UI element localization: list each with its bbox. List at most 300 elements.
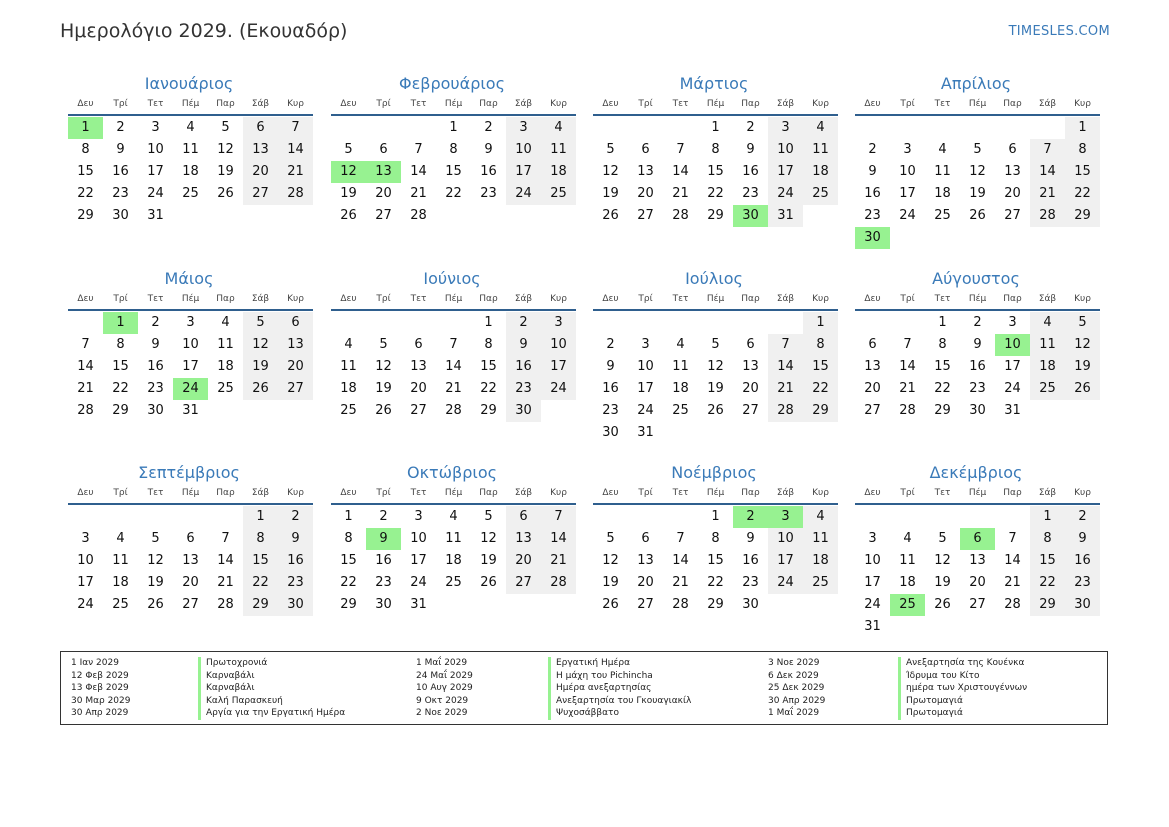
day-cell: 26 — [480, 575, 497, 590]
day-cell: 17 — [77, 575, 94, 590]
day-cell: 31 — [864, 619, 881, 634]
weekday-label: Δευ — [77, 99, 94, 109]
weekday-label: Παρ — [1003, 99, 1022, 109]
weekday-label: Σάβ — [514, 488, 533, 498]
weekday-label: Τετ — [934, 488, 951, 498]
day-cell: 26 — [934, 597, 951, 612]
holiday-date: 9 Οκτ 2029 — [416, 695, 469, 706]
day-cell: 10 — [182, 337, 199, 352]
day-cell: 3 — [903, 142, 912, 157]
day-cell: 18 — [541, 161, 576, 183]
day-cell: 8 — [344, 531, 353, 546]
day-cell: 3 — [151, 120, 160, 135]
holiday-day-cell: 30 — [733, 205, 768, 227]
weekday-label: Κυρ — [1074, 294, 1091, 304]
day-cell: 25 — [340, 403, 357, 418]
day-cell: 19 — [147, 575, 164, 590]
day-cell: 10 — [637, 359, 654, 374]
weekday-label: Τετ — [934, 294, 951, 304]
day-cell: 30 — [147, 403, 164, 418]
holiday-date: 12 Φεβ 2029 — [71, 670, 129, 681]
day-cell: 7 — [676, 531, 685, 546]
day-cell: 12 — [375, 359, 392, 374]
holiday-name: Η μάχη του Pichincha — [548, 670, 653, 683]
day-cell: 27 — [742, 403, 759, 418]
weekday-label: Δευ — [340, 99, 357, 109]
holiday-name: Ίδρυμα του Κίτο — [898, 670, 980, 683]
month-calendar — [331, 462, 576, 616]
day-cell: 23 — [742, 575, 759, 590]
day-cell: 9 — [484, 142, 493, 157]
day-cell: 4 — [803, 506, 838, 528]
empty-cell — [103, 506, 138, 528]
day-cell: 18 — [934, 186, 951, 201]
day-cell: 11 — [672, 359, 689, 374]
weekday-label: Παρ — [1003, 294, 1022, 304]
day-cell: 4 — [221, 315, 230, 330]
days-grid — [331, 506, 576, 616]
weekday-label: Δευ — [340, 294, 357, 304]
weekday-label: Τρί — [900, 99, 915, 109]
day-cell: 15 — [803, 356, 838, 378]
day-cell: 8 — [116, 337, 125, 352]
empty-cell — [855, 506, 890, 528]
weekday-label: Σάβ — [514, 294, 533, 304]
day-cell: 28 — [77, 403, 94, 418]
day-cell: 26 — [707, 403, 724, 418]
header-divider — [331, 503, 576, 505]
day-cell: 29 — [707, 208, 724, 223]
weekday-label: Κυρ — [287, 99, 304, 109]
day-cell: 27 — [375, 208, 392, 223]
day-cell: 28 — [410, 208, 427, 223]
header-divider — [331, 114, 576, 116]
day-cell: 16 — [480, 164, 497, 179]
day-cell: 12 — [969, 164, 986, 179]
month-calendar — [593, 462, 838, 616]
weekday-label: Τετ — [934, 99, 951, 109]
day-cell: 24 — [768, 183, 803, 205]
day-cell: 8 — [803, 334, 838, 356]
weekday-header — [68, 291, 313, 307]
days-grid — [593, 312, 838, 444]
day-cell: 8 — [449, 142, 458, 157]
day-cell: 13 — [637, 553, 654, 568]
day-cell: 19 — [934, 575, 951, 590]
day-cell: 7 — [1008, 531, 1017, 546]
day-cell: 26 — [340, 208, 357, 223]
day-cell: 6 — [243, 117, 278, 139]
day-cell: 27 — [637, 597, 654, 612]
holiday-date: 30 Απρ 2029 — [71, 708, 129, 719]
day-cell: 12 — [243, 334, 278, 356]
weekday-label: Τετ — [410, 294, 427, 304]
month-name: Αύγουστος — [932, 269, 1020, 288]
holiday-name: Πρωτοχρονιά — [198, 657, 267, 670]
weekday-label: Κυρ — [812, 488, 829, 498]
day-cell: 19 — [243, 356, 278, 378]
day-cell: 9 — [973, 337, 982, 352]
day-cell: 6 — [868, 337, 877, 352]
weekday-label: Τρί — [376, 99, 391, 109]
day-cell: 10 — [541, 334, 576, 356]
day-cell: 2 — [606, 337, 615, 352]
day-cell: 12 — [147, 553, 164, 568]
weekday-label: Σάβ — [1038, 294, 1057, 304]
day-cell: 5 — [938, 531, 947, 546]
day-cell: 24 — [77, 597, 94, 612]
day-cell: 1 — [484, 315, 493, 330]
day-cell: 19 — [707, 381, 724, 396]
day-cell: 24 — [1004, 381, 1021, 396]
weekday-label: Τετ — [672, 99, 689, 109]
day-cell: 20 — [410, 381, 427, 396]
day-cell: 8 — [1030, 528, 1065, 550]
header-divider — [68, 503, 313, 505]
weekday-label: Δευ — [602, 488, 619, 498]
holiday-legend — [60, 651, 1108, 725]
days-grid — [331, 117, 576, 227]
day-cell: 22 — [480, 381, 497, 396]
day-cell: 7 — [541, 506, 576, 528]
day-cell: 13 — [182, 553, 199, 568]
day-cell: 19 — [375, 381, 392, 396]
empty-cell — [628, 506, 663, 528]
day-cell: 30 — [1065, 594, 1100, 616]
weekday-header — [593, 485, 838, 501]
weekday-label: Δευ — [77, 488, 94, 498]
holiday-day-cell: 13 — [366, 161, 401, 183]
day-cell: 4 — [676, 337, 685, 352]
empty-cell — [890, 312, 925, 334]
day-cell: 6 — [1008, 142, 1017, 157]
month-calendar — [331, 73, 576, 227]
day-cell: 23 — [864, 208, 881, 223]
month-name: Μάιος — [164, 269, 214, 288]
day-cell: 10 — [147, 142, 164, 157]
header-divider — [68, 309, 313, 311]
weekday-label: Σάβ — [251, 488, 270, 498]
day-cell: 24 — [147, 186, 164, 201]
day-cell: 3 — [81, 531, 90, 546]
day-cell: 6 — [186, 531, 195, 546]
empty-cell — [401, 117, 436, 139]
day-cell: 16 — [1065, 550, 1100, 572]
holiday-date: 30 Απρ 2029 — [768, 695, 826, 706]
day-cell: 24 — [899, 208, 916, 223]
day-cell: 27 — [864, 403, 881, 418]
day-cell: 27 — [278, 378, 313, 400]
weekday-label: Παρ — [216, 488, 235, 498]
empty-cell — [593, 312, 628, 334]
weekday-label: Σάβ — [776, 99, 795, 109]
day-cell: 14 — [768, 356, 803, 378]
weekday-label: Παρ — [216, 294, 235, 304]
holiday-name: Εργατική Ημέρα — [548, 657, 630, 670]
holiday-name: Καρναβάλι — [198, 670, 255, 683]
weekday-label: Σάβ — [776, 294, 795, 304]
holiday-name: Καρναβάλι — [198, 682, 255, 695]
day-cell: 7 — [278, 117, 313, 139]
day-cell: 3 — [506, 117, 541, 139]
days-grid — [593, 506, 838, 616]
day-cell: 5 — [606, 142, 615, 157]
day-cell: 29 — [934, 403, 951, 418]
weekday-label: Δευ — [340, 488, 357, 498]
holiday-date: 10 Αυγ 2029 — [416, 683, 473, 694]
day-cell: 7 — [449, 337, 458, 352]
empty-cell — [208, 506, 243, 528]
weekday-label: Παρ — [741, 294, 760, 304]
day-cell: 14 — [541, 528, 576, 550]
day-cell: 9 — [606, 359, 615, 374]
day-cell: 20 — [742, 381, 759, 396]
empty-cell — [436, 312, 471, 334]
empty-cell — [366, 312, 401, 334]
header-divider — [331, 309, 576, 311]
day-cell: 7 — [221, 531, 230, 546]
day-cell: 12 — [217, 142, 234, 157]
day-cell: 22 — [445, 186, 462, 201]
weekday-label: Δευ — [864, 294, 881, 304]
site-link[interactable]: TIMESLES.COM — [1008, 24, 1110, 39]
day-cell: 2 — [379, 509, 388, 524]
day-cell: 18 — [1030, 356, 1065, 378]
day-cell: 31 — [182, 403, 199, 418]
day-cell: 2 — [484, 120, 493, 135]
day-cell: 24 — [506, 183, 541, 205]
day-cell: 19 — [969, 186, 986, 201]
day-cell: 15 — [1030, 550, 1065, 572]
empty-cell — [628, 117, 663, 139]
day-cell: 10 — [899, 164, 916, 179]
day-cell: 18 — [803, 161, 838, 183]
day-cell: 19 — [480, 553, 497, 568]
day-cell: 21 — [77, 381, 94, 396]
day-cell: 20 — [506, 550, 541, 572]
empty-cell — [855, 312, 890, 334]
day-cell: 11 — [112, 553, 129, 568]
day-cell: 23 — [375, 575, 392, 590]
day-cell: 7 — [903, 337, 912, 352]
month-calendar — [855, 73, 1100, 249]
day-cell: 5 — [379, 337, 388, 352]
day-cell: 9 — [506, 334, 541, 356]
empty-cell — [1030, 117, 1065, 139]
day-cell: 2 — [746, 120, 755, 135]
empty-cell — [890, 506, 925, 528]
weekday-header — [593, 291, 838, 307]
day-cell: 8 — [1065, 139, 1100, 161]
day-cell: 17 — [410, 553, 427, 568]
holiday-name: Ημέρα ανεξαρτησίας — [548, 682, 651, 695]
day-cell: 22 — [112, 381, 129, 396]
day-cell: 21 — [217, 575, 234, 590]
day-cell: 13 — [1004, 164, 1021, 179]
day-cell: 2 — [116, 120, 125, 135]
day-cell: 27 — [243, 183, 278, 205]
day-cell: 14 — [1030, 161, 1065, 183]
holiday-day-cell: 1 — [68, 117, 103, 139]
day-cell: 16 — [112, 164, 129, 179]
weekday-label: Τρί — [900, 294, 915, 304]
weekday-label: Τρί — [638, 488, 653, 498]
day-cell: 18 — [803, 550, 838, 572]
holiday-date: 25 Δεκ 2029 — [768, 683, 825, 694]
day-cell: 4 — [1030, 312, 1065, 334]
holiday-name: Ανεξαρτησία της Κουένκα — [898, 657, 1024, 670]
day-cell: 6 — [746, 337, 755, 352]
day-cell: 17 — [768, 550, 803, 572]
header-divider — [855, 114, 1100, 116]
header-divider — [855, 309, 1100, 311]
weekday-label: Τετ — [147, 99, 164, 109]
day-cell: 29 — [803, 400, 838, 422]
day-cell: 15 — [243, 550, 278, 572]
day-cell: 19 — [340, 186, 357, 201]
day-cell: 21 — [445, 381, 462, 396]
empty-cell — [733, 312, 768, 334]
holiday-name: Πρωτομαγιά — [898, 707, 963, 720]
day-cell: 6 — [379, 142, 388, 157]
weekday-label: Πέμ — [706, 488, 725, 498]
day-cell: 17 — [541, 356, 576, 378]
empty-cell — [366, 117, 401, 139]
day-cell: 15 — [1065, 161, 1100, 183]
day-cell: 24 — [864, 597, 881, 612]
month-calendar — [68, 268, 313, 422]
empty-cell — [68, 312, 103, 334]
day-cell: 18 — [112, 575, 129, 590]
day-cell: 17 — [768, 161, 803, 183]
day-cell: 1 — [711, 509, 720, 524]
empty-cell — [663, 506, 698, 528]
holiday-name: Πρωτομαγιά — [898, 695, 963, 708]
header-divider — [593, 114, 838, 116]
day-cell: 9 — [746, 142, 755, 157]
weekday-label: Κυρ — [287, 488, 304, 498]
day-cell: 10 — [77, 553, 94, 568]
day-cell: 20 — [637, 186, 654, 201]
day-cell: 29 — [112, 403, 129, 418]
day-cell: 21 — [768, 378, 803, 400]
day-cell: 21 — [672, 575, 689, 590]
day-cell: 20 — [278, 356, 313, 378]
month-name: Οκτώβριος — [406, 463, 497, 482]
day-cell: 5 — [1065, 312, 1100, 334]
day-cell: 3 — [868, 531, 877, 546]
day-cell: 23 — [506, 378, 541, 400]
day-cell: 26 — [243, 378, 278, 400]
day-cell: 9 — [868, 164, 877, 179]
day-cell: 21 — [541, 550, 576, 572]
day-cell: 29 — [243, 594, 278, 616]
holiday-date: 30 Μαρ 2029 — [71, 695, 131, 706]
day-cell: 7 — [768, 334, 803, 356]
day-cell: 30 — [969, 403, 986, 418]
day-cell: 11 — [934, 164, 951, 179]
day-cell: 1 — [938, 315, 947, 330]
weekday-label: Δευ — [864, 488, 881, 498]
month-calendar — [68, 73, 313, 227]
holiday-day-cell: 1 — [103, 312, 138, 334]
day-cell: 13 — [864, 359, 881, 374]
day-cell: 23 — [602, 403, 619, 418]
day-cell: 27 — [182, 597, 199, 612]
holiday-day-cell: 2 — [733, 506, 768, 528]
day-cell: 21 — [672, 186, 689, 201]
day-cell: 8 — [81, 142, 90, 157]
day-cell: 10 — [410, 531, 427, 546]
day-cell: 9 — [1065, 528, 1100, 550]
holiday-date: 2 Νοε 2029 — [416, 708, 468, 719]
day-cell: 4 — [116, 531, 125, 546]
day-cell: 6 — [278, 312, 313, 334]
day-cell: 7 — [81, 337, 90, 352]
day-cell: 22 — [77, 186, 94, 201]
day-cell: 1 — [803, 312, 838, 334]
day-cell: 5 — [151, 531, 160, 546]
weekday-label: Δευ — [864, 99, 881, 109]
day-cell: 25 — [672, 403, 689, 418]
day-cell: 15 — [707, 164, 724, 179]
weekday-label: Τρί — [638, 99, 653, 109]
day-cell: 15 — [707, 553, 724, 568]
empty-cell — [960, 117, 995, 139]
month-calendar — [593, 268, 838, 444]
day-cell: 28 — [541, 572, 576, 594]
day-cell: 2 — [1065, 506, 1100, 528]
day-cell: 14 — [445, 359, 462, 374]
day-cell: 29 — [707, 597, 724, 612]
day-cell: 12 — [1065, 334, 1100, 356]
day-cell: 26 — [602, 208, 619, 223]
weekday-label: Κυρ — [1074, 99, 1091, 109]
day-cell: 19 — [602, 575, 619, 590]
day-cell: 3 — [768, 117, 803, 139]
weekday-label: Παρ — [741, 99, 760, 109]
empty-cell — [890, 117, 925, 139]
weekday-label: Τρί — [113, 294, 128, 304]
weekday-label: Παρ — [1003, 488, 1022, 498]
day-cell: 6 — [506, 506, 541, 528]
day-cell: 4 — [186, 120, 195, 135]
day-cell: 4 — [903, 531, 912, 546]
empty-cell — [593, 117, 628, 139]
day-cell: 31 — [410, 597, 427, 612]
day-cell: 23 — [112, 186, 129, 201]
empty-cell — [331, 117, 366, 139]
day-cell: 2 — [506, 312, 541, 334]
day-cell: 8 — [711, 531, 720, 546]
day-cell: 27 — [1004, 208, 1021, 223]
day-cell: 25 — [112, 597, 129, 612]
weekday-label: Παρ — [216, 99, 235, 109]
day-cell: 10 — [768, 139, 803, 161]
day-cell: 25 — [445, 575, 462, 590]
weekday-label: Κυρ — [812, 294, 829, 304]
weekday-label: Πέμ — [968, 99, 987, 109]
day-cell: 22 — [243, 572, 278, 594]
day-cell: 6 — [641, 142, 650, 157]
day-cell: 5 — [344, 142, 353, 157]
day-cell: 18 — [672, 381, 689, 396]
day-cell: 3 — [1008, 315, 1017, 330]
day-cell: 23 — [278, 572, 313, 594]
day-cell: 28 — [768, 400, 803, 422]
day-cell: 23 — [742, 186, 759, 201]
days-grid — [855, 117, 1100, 249]
